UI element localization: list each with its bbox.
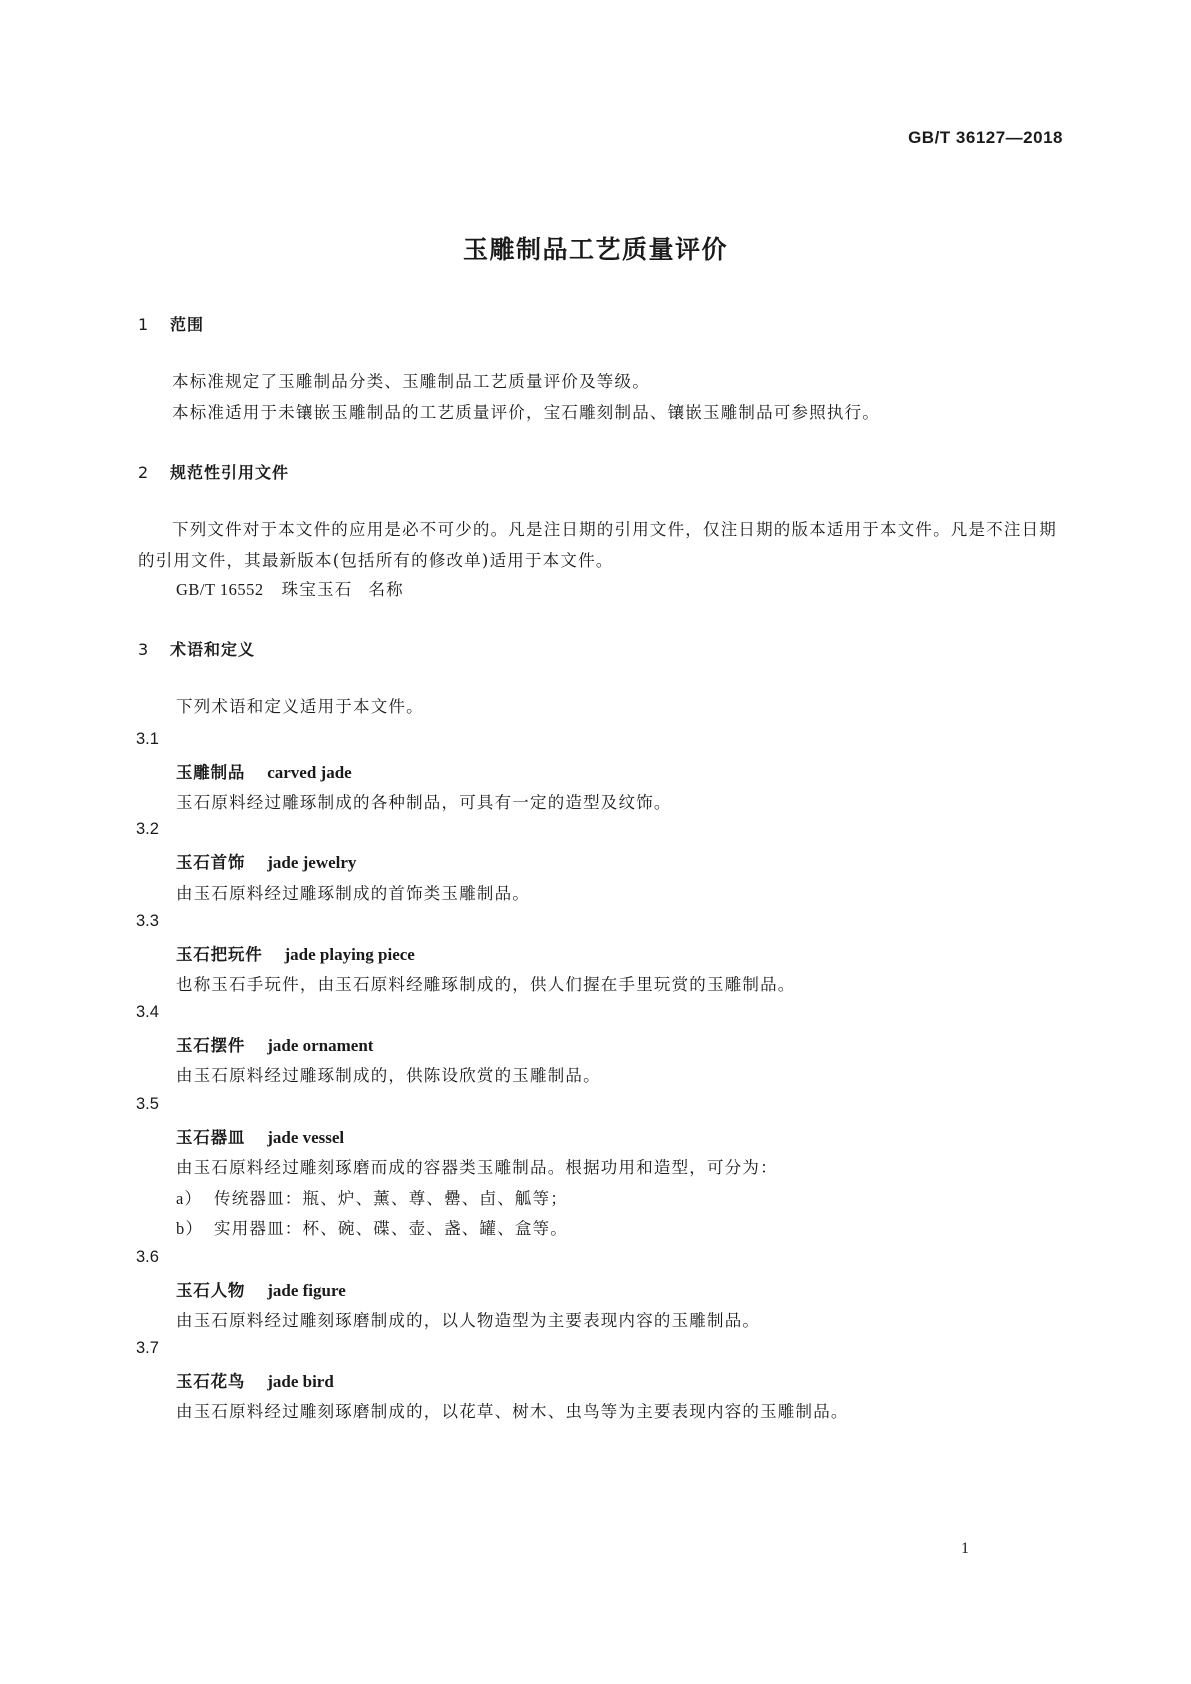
scope-paragraph-1: 本标准规定了玉雕制品分类、玉雕制品工艺质量评价及等级。 [172, 372, 650, 391]
section-number: 2 [138, 463, 150, 482]
term-heading [176, 1124, 344, 1148]
terms-intro: 下列术语和定义适用于本文件。 [176, 697, 424, 716]
list-text: 传统器皿：瓶、炉、薰、尊、罍、卣、觚等； [214, 1189, 568, 1208]
section-number: 3 [138, 640, 150, 659]
normative-paragraph-1: 下列文件对于本文件的应用是必不可少的。凡是注日期的引用文件，仅注日期的版本适用于本文件。凡是不注日期的引用文件，其最新版本(包括所有的修改单)适用于本文件。 [138, 520, 1057, 570]
reference-name-part-1: 珠宝玉石 [281, 580, 353, 599]
document-title: 玉雕制品工艺质量评价 [462, 235, 728, 264]
term-english: jade figure [267, 1281, 346, 1300]
term-definition: 由玉石原料经过雕刻琢磨而成的容器类玉雕制品。根据功用和造型，可分为： [176, 1158, 778, 1177]
term-number: 3.6 [136, 1248, 159, 1266]
term-definition: 由玉石原料经过雕琢制成的，供陈设欣赏的玉雕制品。 [176, 1066, 601, 1085]
term-heading [176, 759, 352, 783]
term-number: 3.7 [136, 1339, 159, 1357]
list-item [176, 1215, 568, 1239]
normative-paragraph [138, 514, 1058, 576]
scope-paragraphs [138, 366, 1058, 428]
page-number: 1 [961, 1540, 969, 1557]
term-heading [176, 1277, 346, 1301]
term-definition: 也称玉石手玩件，由玉石原料经雕琢制成的，供人们握在手里玩赏的玉雕制品。 [176, 975, 796, 994]
term-chinese: 玉石人物 [176, 1281, 246, 1300]
term-chinese: 玉石首饰 [176, 853, 246, 872]
term-heading [176, 1032, 373, 1056]
term-heading [176, 1368, 334, 1392]
term-definition: 由玉石原料经过雕刻琢磨制成的，以人物造型为主要表现内容的玉雕制品。 [176, 1311, 761, 1330]
term-chinese: 玉石器皿 [176, 1128, 246, 1147]
section-title: 规范性引用文件 [170, 463, 290, 482]
term-english: jade vessel [267, 1128, 345, 1147]
term-definition: 由玉石原料经过雕刻琢磨制成的，以花草、树木、虫鸟等为主要表现内容的玉雕制品。 [176, 1402, 849, 1421]
term-chinese: 玉雕制品 [176, 763, 246, 782]
term-heading [176, 941, 415, 965]
section-heading-normative-references [138, 460, 289, 483]
list-marker: a） [176, 1189, 203, 1208]
term-number: 3.4 [136, 1003, 159, 1021]
section-heading-scope [138, 312, 204, 335]
term-number: 3.5 [136, 1095, 159, 1113]
term-number: 3.3 [136, 912, 159, 930]
term-definition: 玉石原料经过雕琢制成的各种制品，可具有一定的造型及纹饰。 [176, 793, 672, 812]
scope-paragraph-2: 本标准适用于未镶嵌玉雕制品的工艺质量评价，宝石雕刻制品、镶嵌玉雕制品可参照执行。 [172, 403, 880, 422]
section-title: 范围 [170, 315, 205, 334]
standard-code: GB/T 36127—2018 [908, 128, 1063, 147]
term-chinese: 玉石花鸟 [176, 1372, 246, 1391]
term-number: 3.2 [136, 820, 159, 838]
normative-reference-entry [176, 576, 404, 600]
term-english: jade playing piece [284, 945, 415, 964]
list-text: 实用器皿：杯、碗、碟、壶、盏、罐、盒等。 [214, 1219, 568, 1238]
reference-code: GB/T 16552 [176, 580, 264, 599]
term-definition: 由玉石原料经过雕琢制成的首饰类玉雕制品。 [176, 884, 530, 903]
term-english: jade ornament [267, 1036, 374, 1055]
term-heading [176, 849, 356, 873]
list-item [176, 1185, 568, 1209]
reference-name-part-2: 名称 [368, 580, 404, 599]
term-english: carved jade [267, 763, 352, 782]
term-chinese: 玉石摆件 [176, 1036, 246, 1055]
list-marker: b） [176, 1219, 204, 1238]
term-english: jade bird [267, 1372, 334, 1391]
term-number: 3.1 [136, 730, 159, 748]
term-chinese: 玉石把玩件 [176, 945, 263, 964]
term-english: jade jewelry [267, 853, 357, 872]
section-number: 1 [138, 315, 150, 334]
section-title: 术语和定义 [170, 640, 256, 659]
section-heading-terms [138, 637, 255, 660]
